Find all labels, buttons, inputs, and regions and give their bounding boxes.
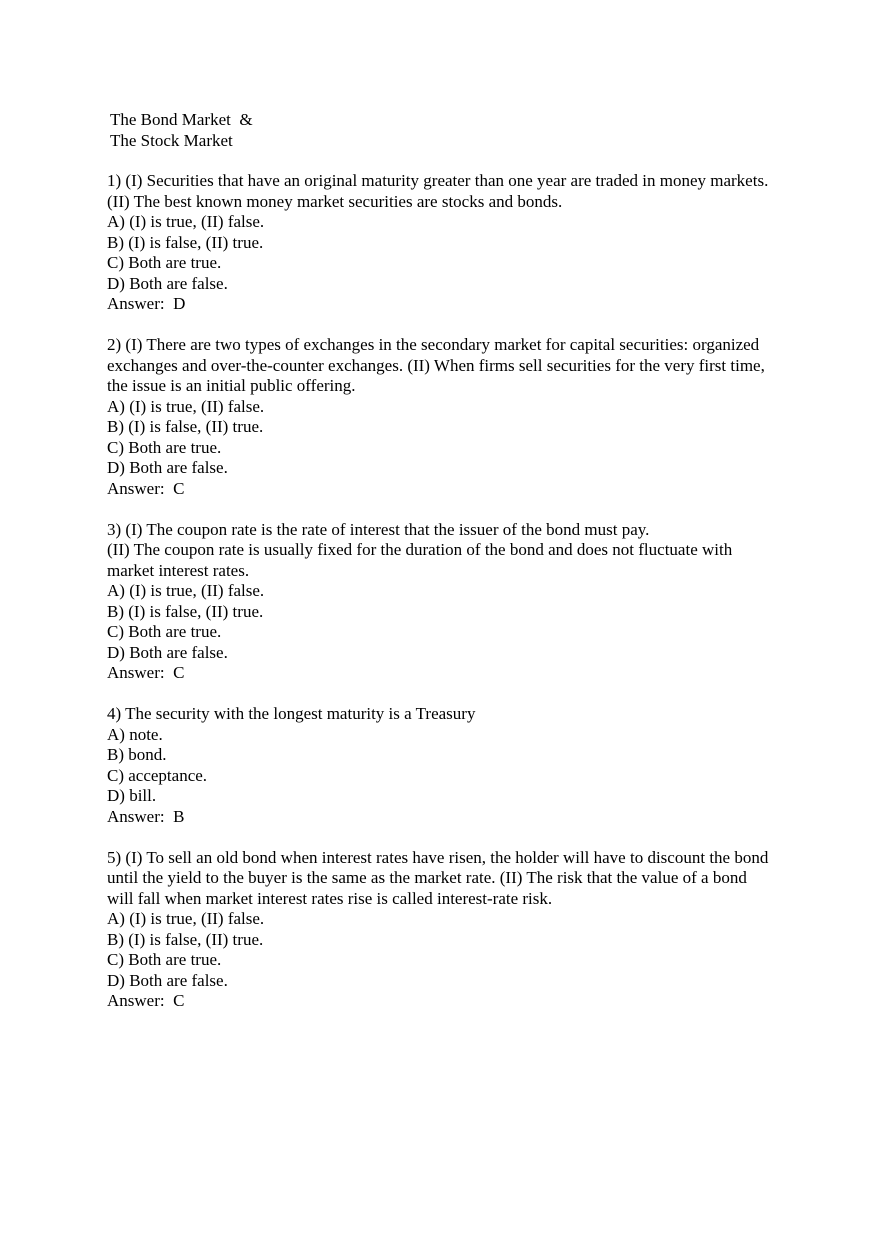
answer-text: Answer: C	[107, 478, 185, 498]
option-b: B) bond.	[107, 745, 167, 764]
option-b: B) (I) is false, (II) true.	[107, 601, 264, 621]
question-5	[107, 848, 777, 1012]
option-c: C) Both are true.	[107, 950, 222, 969]
option-a: A) note.	[107, 724, 163, 744]
option-c: C) acceptance.	[107, 765, 208, 785]
option-a: A) (I) is true, (II) false.	[107, 396, 265, 416]
title-line-1: The Bond Market &	[110, 110, 253, 129]
question-text: 3) (I) The coupon rate is the rate of interest that the issuer of the bond must pay.	[107, 519, 650, 539]
question-1	[107, 171, 777, 315]
question-4	[107, 704, 777, 827]
question-3	[107, 520, 777, 684]
option-a: A) (I) is true, (II) false.	[107, 581, 265, 600]
option-c: C) Both are true.	[107, 253, 222, 272]
document-title	[110, 110, 253, 151]
question-list	[107, 171, 777, 1032]
answer-text: Answer: C	[107, 663, 185, 682]
option-c: C) Both are true.	[107, 622, 222, 641]
option-b: B) (I) is false, (II) true.	[107, 232, 264, 252]
question-text: 5) (I) To sell an old bond when interest rates have risen, the holder will have to discount the bond until the yield to the buyer is the same as the market rate. (II) The risk that the value of a bond will fall when market interest rates rise is called interest-rate risk.	[107, 847, 769, 908]
question-text: 1) (I) Securities that have an original maturity greater than one year are traded in money markets.	[107, 171, 769, 190]
option-a: A) (I) is true, (II) false.	[107, 909, 265, 928]
question-text: 4) The security with the longest maturity is a Treasury	[107, 704, 476, 723]
question-2	[107, 335, 777, 499]
option-b: B) (I) is false, (II) true.	[107, 417, 264, 436]
title-line-2: The Stock Market	[110, 130, 233, 150]
option-d: D) Both are false.	[107, 642, 228, 662]
answer-text: Answer: C	[107, 991, 185, 1010]
option-d: D) Both are false.	[107, 458, 228, 477]
question-text: (II) The best known money market securities are stocks and bonds.	[107, 191, 563, 211]
option-a: A) (I) is true, (II) false.	[107, 212, 265, 231]
answer-text: Answer: B	[107, 806, 185, 826]
option-d: D) Both are false.	[107, 970, 228, 990]
option-d: D) bill.	[107, 786, 157, 805]
option-b: B) (I) is false, (II) true.	[107, 929, 264, 949]
question-text: (II) The coupon rate is usually fixed for the duration of the bond and does not fluctuate with market interest rates.	[107, 540, 733, 580]
question-text: 2) (I) There are two types of exchanges in the secondary market for capital securities: organized exchanges and over-the-counter exchanges. (II) When firms sell securities for the very first time, the issue is an initial public offering.	[107, 335, 765, 395]
option-d: D) Both are false.	[107, 273, 228, 293]
option-c: C) Both are true.	[107, 437, 222, 457]
answer-text: Answer: D	[107, 294, 186, 313]
